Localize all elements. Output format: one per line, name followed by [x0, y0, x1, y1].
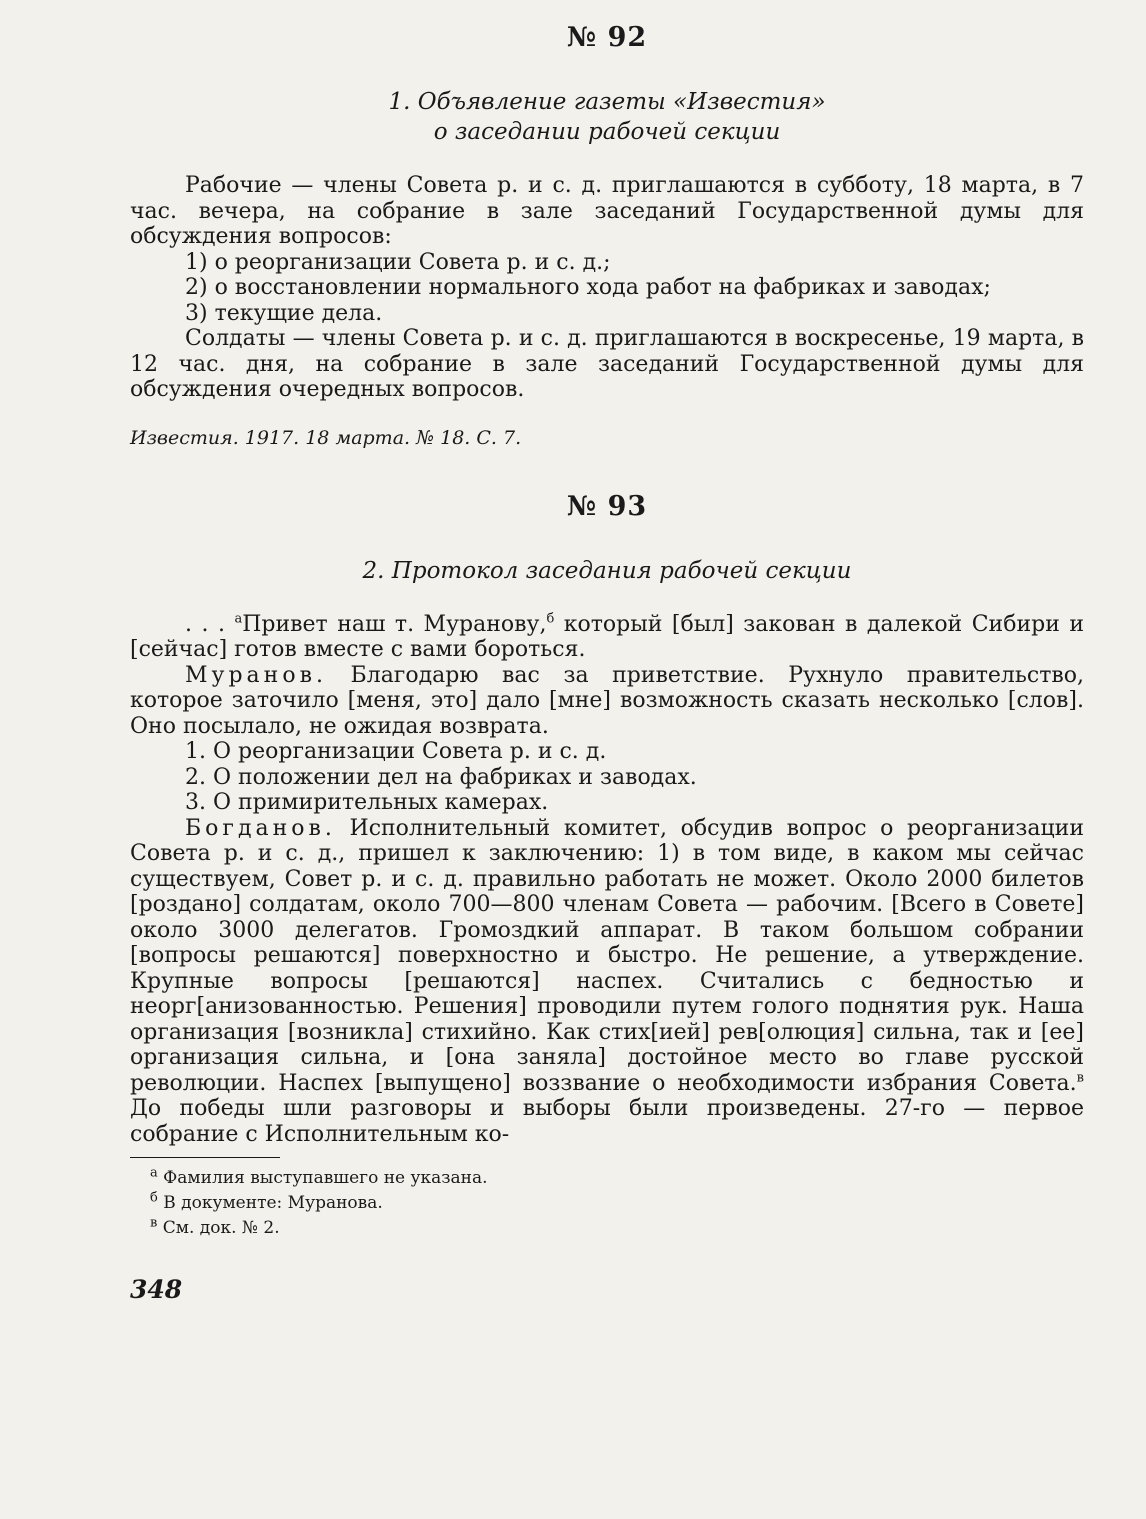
footnote-b	[150, 1191, 1084, 1216]
footnote-a	[150, 1166, 1084, 1191]
doc-93-intro	[130, 612, 1084, 663]
doc-92-item-1: 1) о реорганизации Совета р. и с. д.;	[185, 249, 611, 275]
doc-92-title-line1: 1. Объявление газеты «Известия»	[388, 89, 826, 115]
doc-93-agenda-3: 3. О примирительных камерах.	[185, 790, 549, 815]
doc-92-source: Известия. 1917. 18 марта. № 18. С. 7.	[130, 426, 522, 449]
footnote-divider	[130, 1157, 280, 1158]
bogdanov-text: Исполнительный комитет, обсудив вопрос о реорганизации Совета р. и с. д., пришел к заключению: 1) в том виде, в каком мы сейчас существуем, Совет р. и с. д. правильно работать не может. Около 2000 билетов [роздано] солдатам, около 700—800 членам Совета — рабочим. [Всего в Совете] около 3000 делегатов. Громоздкий аппарат. В таком большом собрании [вопросы решаются] поверхностно и быстро. Не решение, а утверждение. Крупные вопросы [решаются] наспех. Считались с бедностью и неорг[анизованностью. Решения] проводили путем голого поднятия рук. Наша организация [возникла] стихийно. Как стих[ией] рев[олюция] сильна, так и [ее] организация сильна, и [она заняла] достойное место во главе русской революции. Наспех [выпущено] воззвание о необходимости избрания Совета.	[130, 815, 1084, 1096]
footnote-v-text: См. док. № 2.	[162, 1218, 280, 1238]
bogdanov-text-cont: До победы шли разговоры и выборы были произведены. 27-го — первое собрание с Исполнительным ко-	[130, 1096, 1084, 1147]
doc-93-muranov-speech	[130, 663, 1084, 740]
doc-93-agenda-2: 2. О положении дел на фабриках и заводах.	[185, 764, 697, 790]
doc-92-title-line2: о заседании рабочей секции	[433, 119, 781, 145]
intro-text-cont: который [был] закован в далекой Сибири и [сейчас] готов вместе с вами бороться.	[130, 611, 1084, 662]
footnote-b-mark: б	[150, 1190, 158, 1206]
doc-93-number: № 93	[566, 490, 648, 522]
doc-92-title	[130, 87, 1084, 147]
footnote-a-mark: а	[150, 1165, 158, 1181]
intro-text: Привет наш т. Муранову,	[242, 611, 547, 637]
doc-92-paragraph-soldiers: Солдаты — члены Совета р. и с. д. приглашаются в воскресенье, 19 марта, в 12 час. дня, на собрание в зале заседаний Государственной думы для обсуждения очередных вопросов.	[130, 326, 1084, 402]
ellipsis: . . .	[185, 611, 225, 637]
doc-92-item-2: 2) о восстановлении нормального хода работ на фабриках и заводах;	[185, 275, 991, 300]
footnote-v-mark: в	[150, 1215, 158, 1231]
doc-93-agenda-1: 1. О реорганизации Совета р. и с. д.	[185, 739, 607, 764]
footnote-a-text: Фамилия выступавшего не указана.	[163, 1168, 488, 1188]
doc-92-number: № 92	[566, 22, 648, 53]
doc-93-title: 2. Протокол заседания рабочей секции	[362, 557, 852, 584]
speaker-muranov: Муранов.	[185, 662, 327, 688]
doc-92-paragraph-workers: Рабочие — члены Совета р. и с. д. приглашаются в субботу, 18 марта, в 7 час. вечера, на собрание в зале заседаний Государственной думы для обсуждения вопросов:	[130, 173, 1084, 249]
doc-92-item-3: 3) текущие дела.	[185, 300, 383, 326]
footnote-v	[150, 1216, 1084, 1241]
speaker-bogdanov: Богданов.	[185, 815, 336, 841]
footnote-mark-b: б	[546, 611, 555, 627]
page-number: 348	[130, 1275, 183, 1304]
doc-93-bogdanov-speech	[130, 816, 1084, 1148]
footnote-mark-v: в	[1076, 1070, 1084, 1086]
muranov-text: Благодарю вас за приветствие. Рухнуло правительство, которое заточило [меня, это] дало [мне] возможность сказать несколько [слов]. Оно посылало, не ожидая возврата.	[130, 662, 1084, 739]
footnote-mark-a: а	[234, 611, 243, 627]
footnote-b-text: В документе: Муранова.	[163, 1193, 383, 1213]
